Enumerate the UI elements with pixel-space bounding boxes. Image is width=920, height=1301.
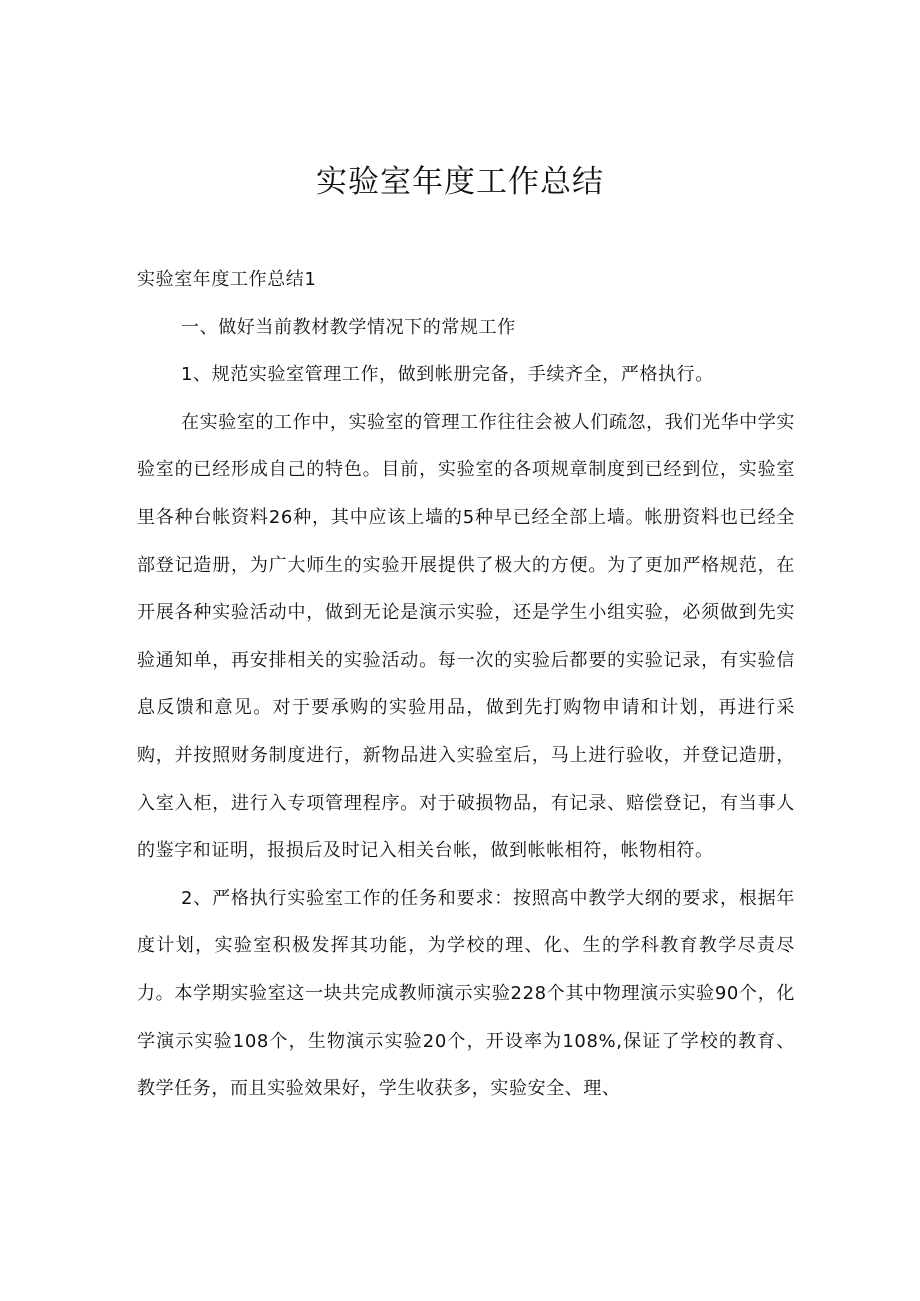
document-title: 实验室年度工作总结: [316, 164, 604, 200]
item-heading: 1、规范实验室管理工作，做到帐册完备，手续齐全，严格执行。: [181, 364, 714, 386]
document-body: [137, 256, 795, 1113]
body-paragraph: 在实验室的工作中，实验室的管理工作往往会被人们疏忽，我们光华中学实验室的已经形成自己的特色。目前，实验室的各项规章制度到已经到位，实验室里各种台帐资料26种，其中应该上墙的5种早已经全部上墙。帐册资料也已经全部登记造册，为广大师生的实验开展提供了极大的方便。为了更加严格规范，在开展各种实验活动中，做到无论是演示实验，还是学生小组实验，必须做到先实验通知单，再安排相关的实验活动。每一次的实验后都要的实验记录，有实验信息反馈和意见。对于要承购的实验用品，做到先打购物申请和计划，再进行采购，并按照财务制度进行，新物品进入实验室后，马上进行验收，并登记造册，入室入柜，进行入专项管理程序。对于破损物品，有记录、赔偿登记，有当事人的鉴字和证明，报损后及时记入相关台帐，做到帐帐相符，帐物相符。: [137, 411, 795, 862]
section-heading: 一、做好当前教材教学情况下的常规工作: [181, 316, 516, 338]
body-paragraph-2: 2、严格执行实验室工作的任务和要求：按照高中教学大纲的要求，根据年度计划，实验室积极发挥其功能，为学校的理、化、生的学科教育教学尽责尽力。本学期实验室这一块共完成教师演示实验228个其中物理演示实验90个，化学演示实验108个，生物演示实验20个，开设率为108%,保证了学校的教育、教学任务，而且实验效果好，学生收获多，实验安全、理、: [137, 887, 795, 1100]
report-subtitle: 实验室年度工作总结1: [137, 269, 317, 290]
